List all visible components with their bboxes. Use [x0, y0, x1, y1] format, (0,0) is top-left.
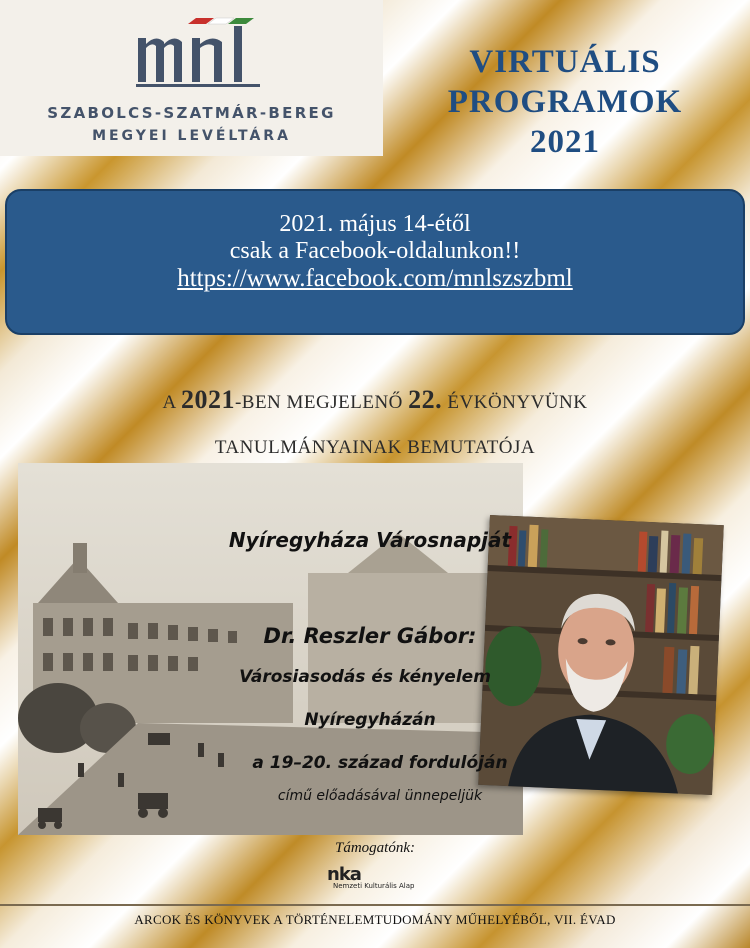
street-scene-illustration: [18, 463, 523, 835]
facebook-link[interactable]: https://www.facebook.com/mnlszszbml: [177, 265, 573, 292]
program-title-line1: VIRTUÁLIS: [469, 44, 661, 80]
program-title-line3: 2021: [530, 124, 600, 160]
headline-edition: 22.: [408, 385, 443, 414]
logo-line2: MEGYEI LEVÉLTÁRA: [92, 128, 291, 144]
info-facebook-note: csak a Facebook-oldalunkon!!: [229, 238, 521, 264]
event-suffix: című előadásával ünnepeljük: [277, 788, 483, 804]
footer-series: ARCOK ÉS KÖNYVEK A TÖRTÉNELEMTUDOMÁNY MŰHELYÉBŐL, VII. ÉVAD: [134, 912, 616, 927]
mnl-logo-icon: [136, 12, 260, 88]
headline-year: 2021: [180, 385, 235, 414]
program-title-line2: PROGRAMOK: [447, 84, 683, 120]
nka-logo-mark: nka: [327, 864, 361, 885]
support-label: Támogatónk:: [335, 840, 415, 856]
headline-part: ÉVKÖNYVÜNK: [442, 392, 588, 413]
footer-divider: [0, 904, 750, 906]
info-box: [5, 189, 745, 335]
event-title-line1: Városiasodás és kényelem: [239, 667, 491, 687]
event-title-line3: a 19–20. század fordulóján: [252, 753, 508, 773]
info-date: 2021. május 14-étől: [279, 211, 471, 237]
headline-part: A: [162, 392, 181, 413]
nka-logo: [327, 864, 427, 890]
program-title: [400, 42, 730, 162]
logo-panel: [0, 0, 383, 156]
headline-line2: TANULMÁNYAINAK BEMUTATÓJA: [214, 437, 536, 458]
historic-street-photo: [18, 463, 523, 835]
headline-line1: [0, 385, 750, 415]
event-title-line2: Nyíregyházán: [304, 710, 436, 730]
nka-logo-text: Nemzeti Kulturális Alap: [333, 882, 415, 890]
event-occasion: Nyíregyháza Városnapját: [228, 528, 512, 552]
headline-part: -BEN MEGJELENŐ: [234, 392, 409, 413]
event-speaker: Dr. Reszler Gábor:: [263, 624, 477, 648]
logo-line1: SZABOLCS-SZATMÁR-BEREG: [47, 104, 336, 122]
